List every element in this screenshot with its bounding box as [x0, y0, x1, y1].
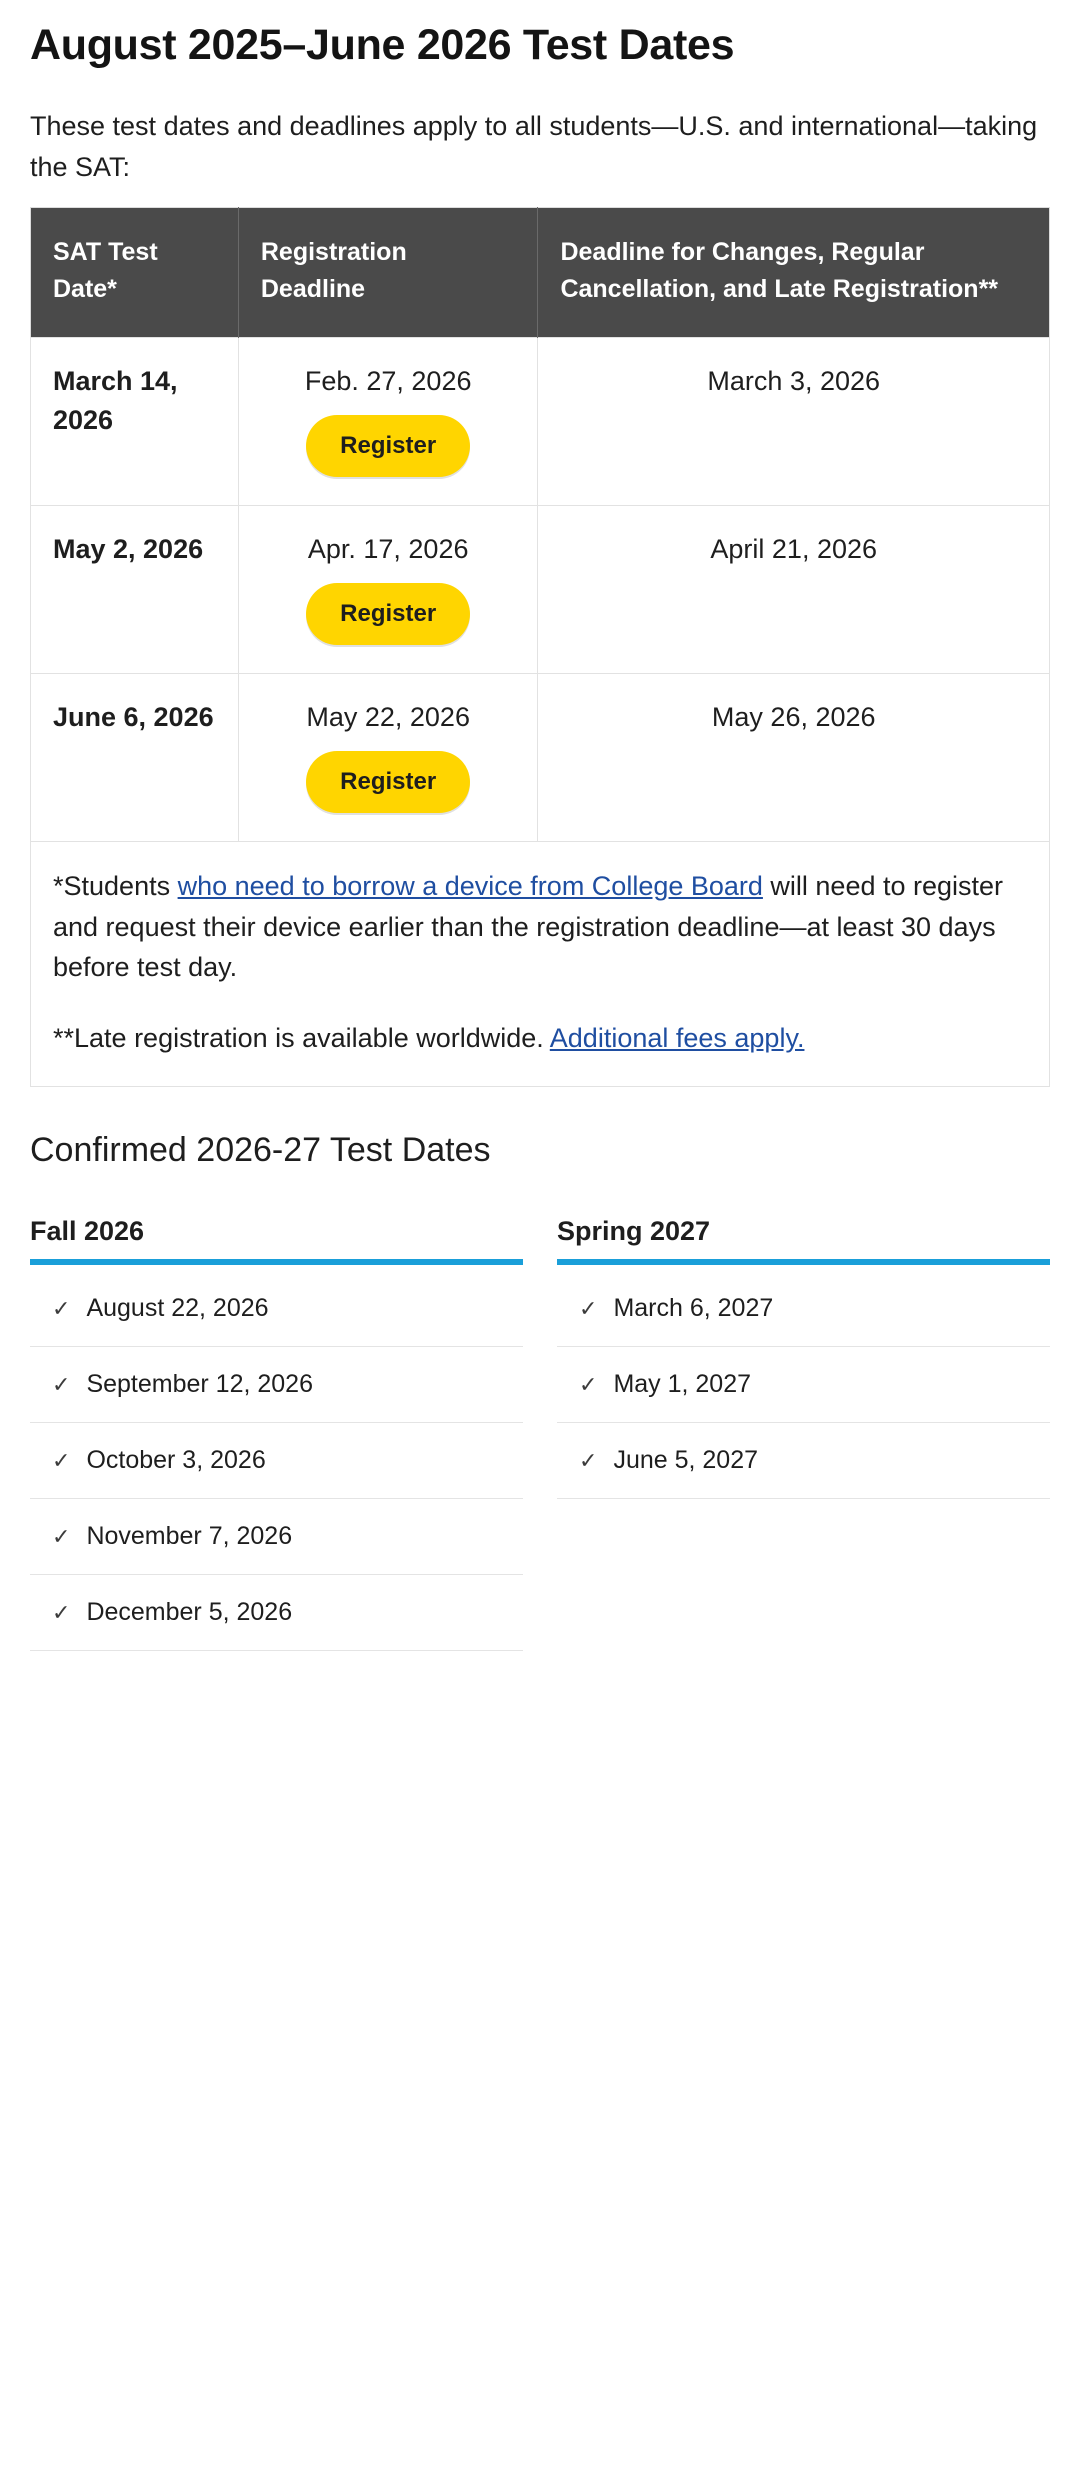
table-footnotes-row: [31, 842, 1050, 1087]
confirmed-column-spring-2027: [557, 1216, 1050, 1651]
footnote-one-prefix: *Students: [53, 871, 178, 902]
date-text: May 1, 2027: [613, 1370, 752, 1399]
date-list-fall: [30, 1271, 523, 1651]
confirmed-columns: [30, 1216, 1050, 1651]
footnote-one: [53, 866, 1027, 988]
check-icon: ✓: [52, 1599, 71, 1625]
cell-registration-deadline: [238, 674, 538, 842]
check-icon: ✓: [52, 1295, 71, 1321]
cell-registration-deadline: [238, 505, 538, 673]
list-item: [557, 1271, 1050, 1347]
confirmed-column-fall-2026: [30, 1216, 523, 1651]
register-button[interactable]: Register: [306, 751, 470, 813]
table-row: [31, 337, 1050, 505]
table-row: [31, 674, 1050, 842]
list-item: [557, 1423, 1050, 1499]
list-item: [30, 1499, 523, 1575]
column-header-registration-deadline: Registration Deadline: [238, 208, 538, 338]
intro-paragraph: These test dates and deadlines apply to all students—U.S. and international—taking the SAT:: [30, 110, 1038, 183]
column-header-changes-deadline: Deadline for Changes, Regular Cancellation, and Late Registration**: [538, 208, 1050, 338]
table-header-row: [31, 208, 1050, 338]
additional-fees-link[interactable]: Additional fees apply.: [549, 1022, 805, 1053]
date-text: September 12, 2026: [86, 1370, 313, 1399]
table-body: [31, 337, 1050, 1086]
column-rule: [30, 1259, 523, 1265]
cell-changes-deadline: May 26, 2026: [538, 674, 1050, 842]
cell-test-date: June 6, 2026: [31, 674, 239, 842]
list-item: [30, 1347, 523, 1423]
table-header: [31, 208, 1050, 338]
check-icon: ✓: [579, 1371, 598, 1397]
cell-test-date: May 2, 2026: [31, 505, 239, 673]
registration-deadline-text: Feb. 27, 2026: [304, 365, 472, 396]
confirmed-section-title: Confirmed 2026-27 Test Dates: [30, 1131, 491, 1170]
check-icon: ✓: [52, 1523, 71, 1549]
cell-changes-deadline: April 21, 2026: [538, 505, 1050, 673]
table-row: [31, 505, 1050, 673]
register-button[interactable]: Register: [306, 415, 470, 477]
column-header-test-date: SAT Test Date*: [31, 208, 239, 338]
footnote-one-suffix: will need to register and request their device earlier than the registration deadline—at least 30 days before test day.: [53, 871, 1004, 983]
list-item: [30, 1423, 523, 1499]
list-item: [30, 1575, 523, 1651]
footnote-two: [53, 1018, 1027, 1059]
footnote-two-prefix: **Late registration is available worldwide.: [53, 1022, 550, 1053]
register-button[interactable]: Register: [306, 583, 470, 645]
date-text: November 7, 2026: [86, 1522, 293, 1551]
page-title: August 2025–June 2026 Test Dates: [30, 21, 735, 69]
cell-changes-deadline: March 3, 2026: [538, 337, 1050, 505]
test-dates-table: [30, 207, 1050, 1087]
list-item: [30, 1271, 523, 1347]
column-heading-spring: Spring 2027: [557, 1216, 711, 1247]
column-rule: [557, 1259, 1050, 1265]
registration-deadline-text: Apr. 17, 2026: [307, 533, 469, 564]
registration-deadline-text: May 22, 2026: [306, 702, 470, 733]
date-list-spring: [557, 1271, 1050, 1499]
check-icon: ✓: [52, 1371, 71, 1397]
check-icon: ✓: [579, 1447, 598, 1473]
borrow-device-link[interactable]: who need to borrow a device from College Board: [177, 871, 763, 902]
table-footnotes: [31, 842, 1050, 1087]
cell-registration-deadline: [238, 337, 538, 505]
date-text: August 22, 2026: [86, 1294, 269, 1323]
cell-test-date: March 14, 2026: [31, 337, 239, 505]
column-heading-fall: Fall 2026: [30, 1216, 145, 1247]
date-text: December 5, 2026: [86, 1598, 293, 1627]
list-item: [557, 1347, 1050, 1423]
check-icon: ✓: [579, 1295, 598, 1321]
date-text: March 6, 2027: [613, 1294, 774, 1323]
date-text: October 3, 2026: [86, 1446, 266, 1475]
check-icon: ✓: [52, 1447, 71, 1473]
date-text: June 5, 2027: [613, 1446, 759, 1475]
